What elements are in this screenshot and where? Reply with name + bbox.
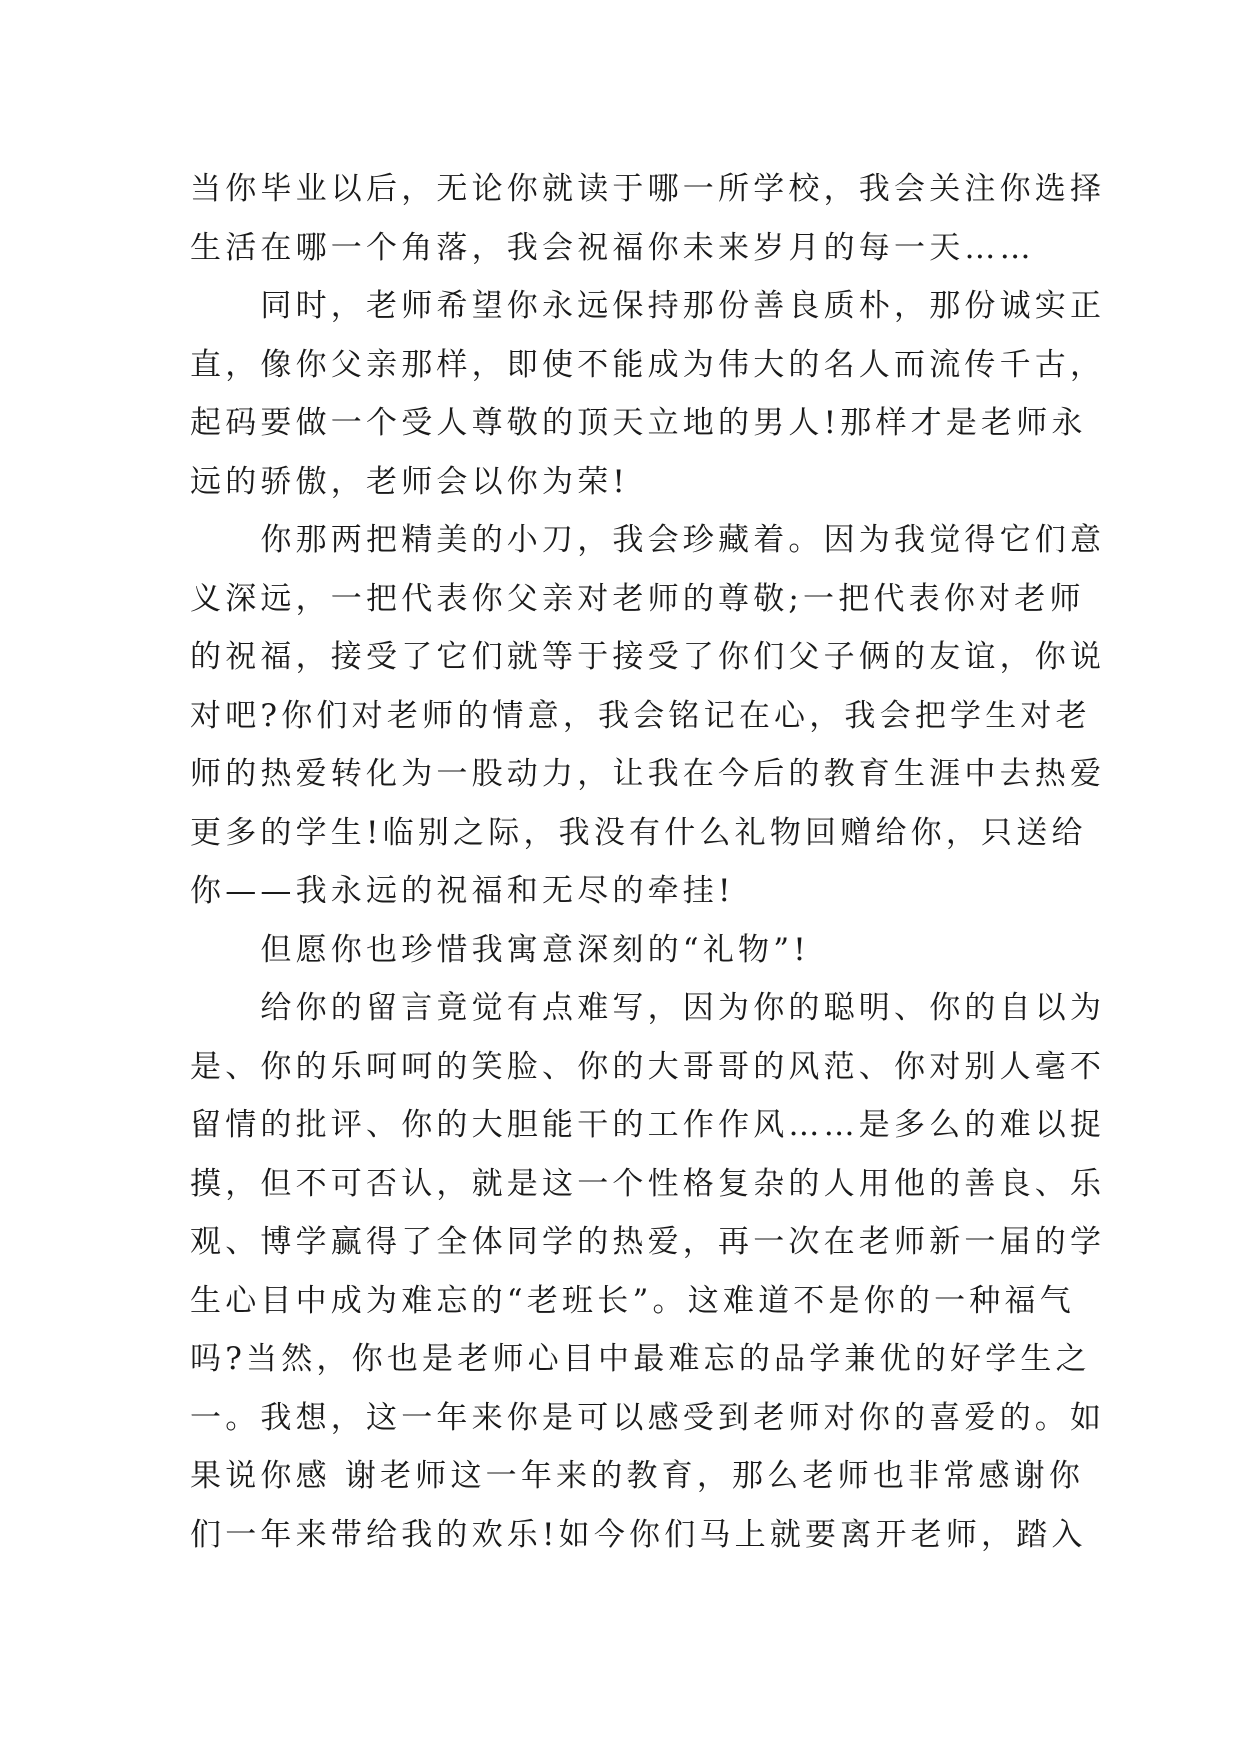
text-line: 摸，但不可否认，就是这一个性格复杂的人用他的善良、乐 bbox=[190, 1165, 1106, 1202]
body-text bbox=[190, 160, 1106, 1564]
text-line: 生心目中成为难忘的“老班长”。这难道不是你的一种福气 bbox=[190, 1282, 1075, 1319]
text-line: 果说你感 谢老师这一年来的教育，那么老师也非常感谢你 bbox=[190, 1458, 1085, 1494]
text-line: 的祝福，接受了它们就等于接受了你们父子俩的友谊，你说 bbox=[190, 639, 1106, 675]
text-line: 们一年来带给我的欢乐!如今你们马上就要离开老师，踏入 bbox=[190, 1516, 1087, 1553]
text-line: 观、博学赢得了全体同学的热爱，再一次在老师新一届的学 bbox=[190, 1224, 1106, 1260]
text-line: 远的骄傲，老师会以你为荣! bbox=[190, 463, 630, 500]
text-line: 师的热爱转化为一股动力，让我在今后的教育生涯中去热爱 bbox=[190, 756, 1106, 792]
text-line: 留情的批评、你的大胆能干的工作作风……是多么的难以捉 bbox=[190, 1107, 1106, 1143]
text-line: 但愿你也珍惜我寓意深刻的“礼物”! bbox=[190, 931, 810, 968]
text-line: 直，像你父亲那样，即使不能成为伟大的名人而流传千古， bbox=[190, 346, 1106, 383]
text-line: 当你毕业以后，无论你就读于哪一所学校，我会关注你选择 bbox=[190, 171, 1106, 207]
text-line: 给你的留言竟觉有点难写，因为你的聪明、你的自以为 bbox=[190, 990, 1106, 1026]
text-line: 一。我想，这一年来你是可以感受到老师对你的喜爱的。如 bbox=[190, 1399, 1106, 1436]
text-line: 同时，老师希望你永远保持那份善良质朴，那份诚实正 bbox=[190, 288, 1106, 324]
text-line: 吗?当然，你也是老师心目中最难忘的品学兼优的好学生之 bbox=[190, 1341, 1091, 1377]
text-line: 你那两把精美的小刀，我会珍藏着。因为我觉得它们意 bbox=[190, 522, 1106, 558]
text-line: 起码要做一个受人尊敬的顶天立地的男人!那样才是老师永 bbox=[190, 405, 1087, 441]
text-line: 生活在哪一个角落，我会祝福你未来岁月的每一天…… bbox=[190, 229, 1035, 266]
text-line: 是、你的乐呵呵的笑脸、你的大哥哥的风范、你对别人毫不 bbox=[190, 1048, 1106, 1085]
text-line: 对吧?你们对老师的情意，我会铭记在心，我会把学生对老 bbox=[190, 697, 1091, 734]
text-line: 更多的学生!临别之际，我没有什么礼物回赠给你，只送给 bbox=[190, 814, 1087, 851]
text-line: 义深远，一把代表你父亲对老师的尊敬;一把代表你对老师 bbox=[190, 580, 1085, 617]
text-line: 你——我永远的祝福和无尽的牵挂! bbox=[190, 873, 735, 909]
